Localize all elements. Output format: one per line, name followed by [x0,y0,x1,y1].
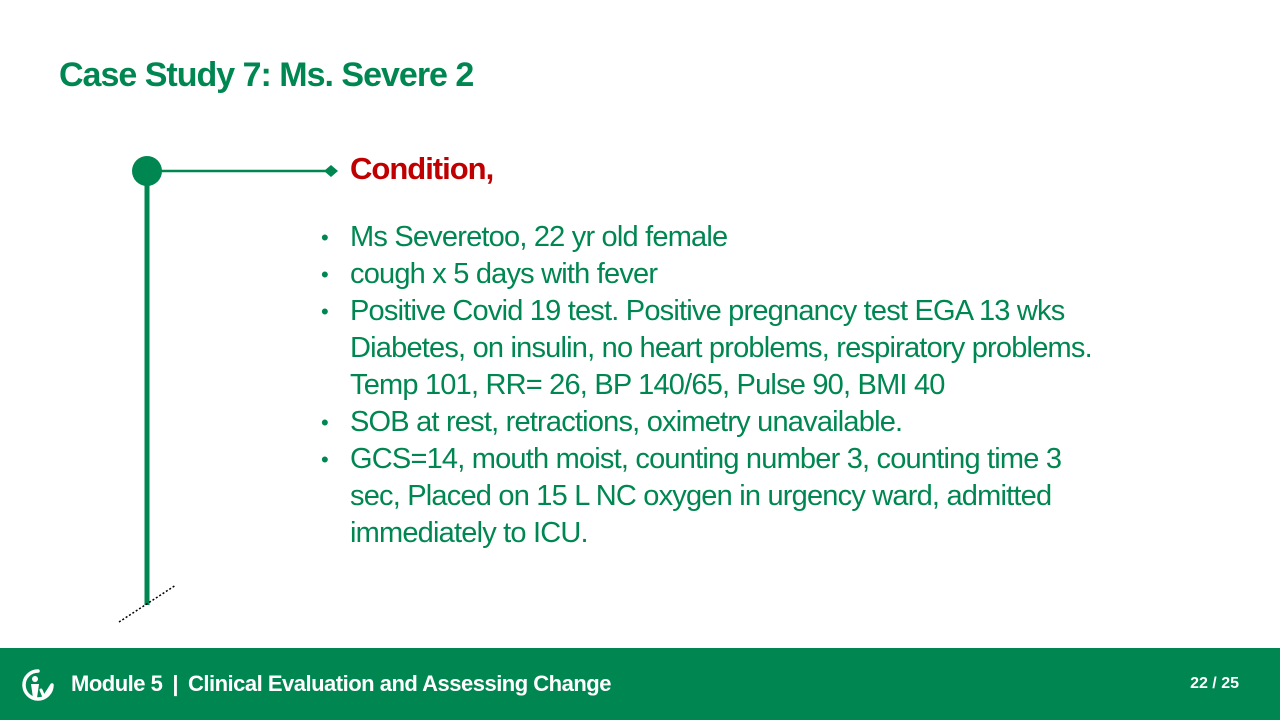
condition-bullet-list [320,219,1100,552]
list-item [320,293,1100,404]
bullet-icon: • [321,410,328,435]
bullet-icon: • [321,225,328,250]
footer-title [71,671,611,697]
bullet-text: SOB at rest, retractions, oximetry unavailable. [350,406,903,438]
footer-topic: Clinical Evaluation and Assessing Change [188,671,611,696]
list-item [320,441,1100,552]
list-item [320,404,1100,441]
page-number: 22 / 25 [1190,675,1239,692]
bullet-text: GCS=14, mouth moist, counting number 3, counting time 3 sec, Placed on 15 L NC oxygen in urgency ward, admitted immediately to ICU. [350,443,1062,549]
bullet-icon: • [321,447,328,472]
bullet-text: Ms Severetoo, 22 yr old female [350,221,728,253]
condition-heading: Condition, [350,151,494,186]
bullet-text: cough x 5 days with fever [350,258,658,290]
bullet-icon: • [321,299,328,324]
footer-separator: | [172,671,178,696]
timeline-node-circle [132,156,162,186]
footer-module: Module 5 [71,671,163,696]
footer-bar [0,648,1280,720]
list-item [320,256,1100,293]
person-heart-logo-icon [21,668,55,702]
diamond-marker-icon [324,165,338,177]
bullet-text: Positive Covid 19 test. Positive pregnancy test EGA 13 wks Diabetes, on insulin, no heart problems, respiratory problems. Temp 101, RR= 26, BP 140/65, Pulse 90, BMI 40 [350,295,1092,401]
list-item [320,219,1100,256]
slide-title: Case Study 7: Ms. Severe 2 [59,56,474,94]
bullet-icon: • [321,262,328,287]
